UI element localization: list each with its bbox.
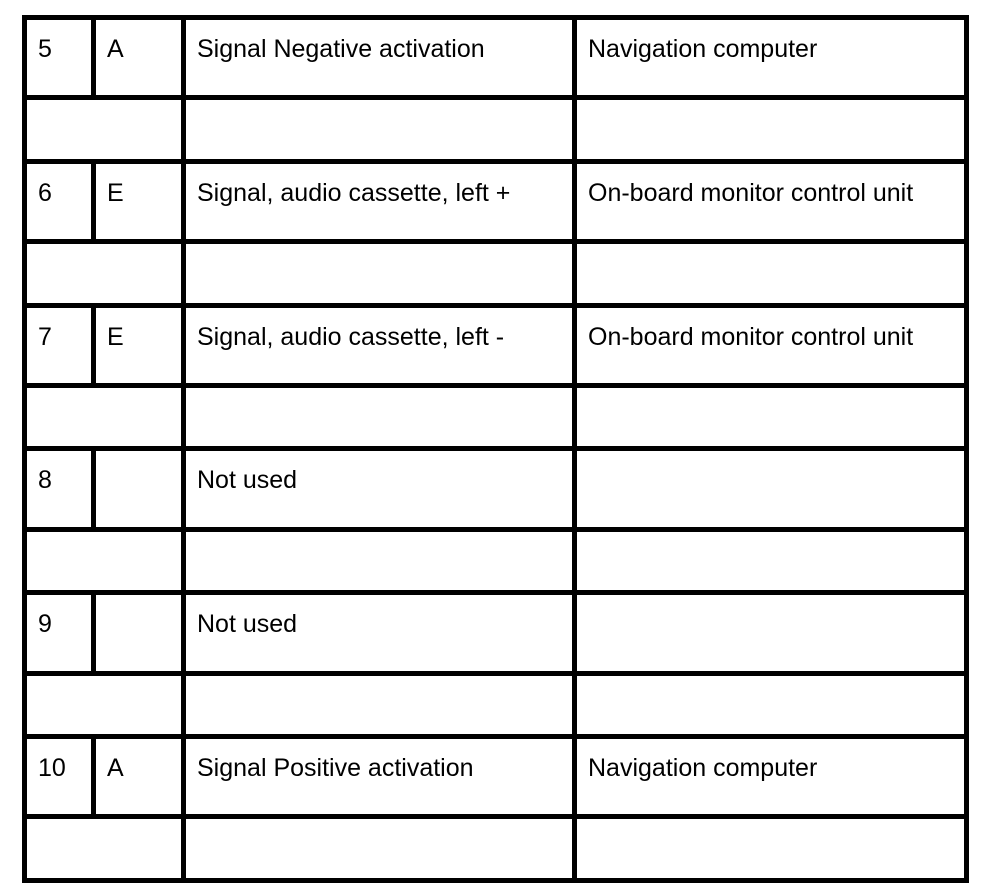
table-spacer-row — [25, 98, 967, 161]
spacer-cell — [575, 385, 967, 448]
table-spacer-row — [25, 385, 967, 448]
table-row — [25, 18, 967, 98]
signal-type-cell: E — [94, 161, 184, 241]
pin-number-cell: 7 — [25, 305, 94, 385]
table-spacer-row — [25, 529, 967, 592]
spacer-cell — [184, 817, 575, 880]
table-row — [25, 449, 967, 529]
spacer-cell — [575, 529, 967, 592]
spacer-cell — [184, 673, 575, 736]
table-spacer-row — [25, 673, 967, 736]
spacer-cell — [25, 529, 184, 592]
spacer-cell — [25, 98, 184, 161]
spacer-cell — [575, 98, 967, 161]
spacer-cell — [25, 673, 184, 736]
connection-cell: Navigation computer — [575, 18, 967, 98]
spacer-cell — [25, 385, 184, 448]
connection-cell — [575, 449, 967, 529]
table-row — [25, 161, 967, 241]
pin-number-cell: 10 — [25, 736, 94, 816]
description-cell: Signal Positive activation — [184, 736, 575, 816]
spacer-cell — [184, 529, 575, 592]
description-cell: Signal Negative activation — [184, 18, 575, 98]
description-cell: Not used — [184, 593, 575, 673]
connection-cell — [575, 593, 967, 673]
spacer-cell — [25, 817, 184, 880]
signal-type-cell: A — [94, 736, 184, 816]
pin-assignment-table — [22, 15, 969, 883]
spacer-cell — [184, 385, 575, 448]
table-row — [25, 736, 967, 816]
table-row — [25, 305, 967, 385]
spacer-cell — [575, 673, 967, 736]
signal-type-cell — [94, 449, 184, 529]
connection-cell: On-board monitor control unit — [575, 161, 967, 241]
pin-number-cell: 8 — [25, 449, 94, 529]
spacer-cell — [184, 98, 575, 161]
pin-assignment-table-body — [25, 18, 967, 881]
pin-number-cell: 9 — [25, 593, 94, 673]
spacer-cell — [184, 242, 575, 305]
signal-type-cell: A — [94, 18, 184, 98]
connection-cell: Navigation computer — [575, 736, 967, 816]
description-cell: Signal, audio cassette, left - — [184, 305, 575, 385]
table-row — [25, 593, 967, 673]
pin-number-cell: 5 — [25, 18, 94, 98]
description-cell: Signal, audio cassette, left + — [184, 161, 575, 241]
description-cell: Not used — [184, 449, 575, 529]
pin-number-cell: 6 — [25, 161, 94, 241]
table-spacer-row — [25, 242, 967, 305]
connection-cell: On-board monitor control unit — [575, 305, 967, 385]
spacer-cell — [575, 817, 967, 880]
signal-type-cell: E — [94, 305, 184, 385]
spacer-cell — [25, 242, 184, 305]
signal-type-cell — [94, 593, 184, 673]
spacer-cell — [575, 242, 967, 305]
table-spacer-row — [25, 817, 967, 880]
